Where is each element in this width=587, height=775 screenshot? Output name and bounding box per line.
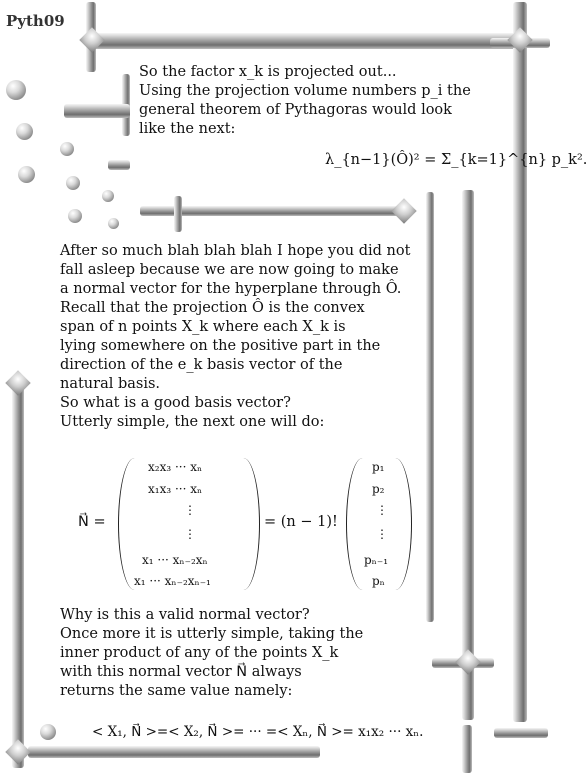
sphere [108,218,119,229]
inner-right-cap [455,649,480,674]
sphere [40,724,56,740]
right-rail [513,2,527,722]
pythagoras-formula: λ_{n−1}(Ô)² = Σ_{k=1}^{n} p_k². [325,152,587,168]
intro-line: Using the projection volume numbers p_i the [139,83,471,99]
closing-paragraph [60,606,363,701]
right-matrix-bracket [346,458,412,590]
mid-right-cap [391,198,416,223]
page-title: Pyth09 [6,12,65,30]
sphere [66,176,80,190]
closing-line: returns the same value namely: [60,683,293,699]
body-line: a normal vector for the hyperplane through Ô. [60,281,402,297]
sphere [18,166,35,183]
inner-product-formula: < X₁, N⃗ >=< X₂, N⃗ >= ··· =< Xₙ, N⃗ >= x₁x₂ ··· xₙ. [92,724,424,740]
mid-post [174,196,182,232]
sphere [68,209,82,223]
matrix-lhs: N⃗ = [78,514,106,530]
closing-line: with this normal vector N⃗ always [60,664,302,680]
intro-paragraph [139,63,471,139]
matrix-entry: ⋮ [376,503,388,517]
inner-right-tail [462,725,472,773]
closing-line: inner product of any of the points X_k [60,645,339,661]
bottom-left-cap [5,739,30,764]
body-line: fall asleep because we are now going to make [60,262,399,278]
matrix-entry: x₁x₃ ··· xₙ [148,482,203,496]
body-line: After so much blah blah blah I hope you did not [60,243,411,259]
intro-line: general theorem of Pythagoras would look [139,102,452,118]
sphere [60,142,74,156]
matrix-entry: ⋮ [184,503,196,517]
sphere [102,190,114,202]
body-line: Utterly simple, the next one will do: [60,414,325,430]
matrix-mid: = (n − 1)! [264,514,338,530]
closing-line: Once more it is utterly simple, taking the [60,626,364,642]
top-bar [88,33,518,49]
matrix-entry: ⋮ [184,527,196,541]
left-rail-cap [5,370,30,395]
body-line: natural basis. [60,376,161,392]
body-line: lying somewhere on the positive part in the [60,338,381,354]
body-line: direction of the e_k basis vector of the [60,357,343,373]
matrix-entry: x₂x₃ ··· xₙ [148,460,203,474]
body-paragraph [60,242,410,432]
bracket-bar [64,104,130,118]
small-dash [108,160,130,170]
inner-right-post [426,192,434,622]
intro-line: like the next: [139,121,236,137]
matrix-entry: p₁ [372,460,385,474]
intro-line: So the factor x_k is projected out... [139,64,397,80]
body-line: Recall that the projection Ô is the convex [60,300,365,316]
body-line: So what is a good basis vector? [60,395,291,411]
inner-right-rail [462,190,474,720]
matrix-entry: pₙ [372,574,385,588]
left-matrix-bracket [118,458,260,590]
matrix-entry: pₙ₋₁ [364,553,389,567]
closing-line: Why is this a valid normal vector? [60,607,310,623]
matrix-entry: p₂ [372,482,385,496]
sphere [6,80,26,100]
matrix-entry: x₁ ··· xₙ₋₂xₙ [142,553,208,567]
matrix-entry: ⋮ [376,527,388,541]
left-rail [12,378,24,768]
matrix-entry: x₁ ··· xₙ₋₂xₙ₋₁ [134,574,211,588]
sphere [16,123,33,140]
body-line: span of n points X_k where each X_k is [60,319,346,335]
bottom-right-bar [494,728,548,738]
bottom-bar [28,746,320,758]
